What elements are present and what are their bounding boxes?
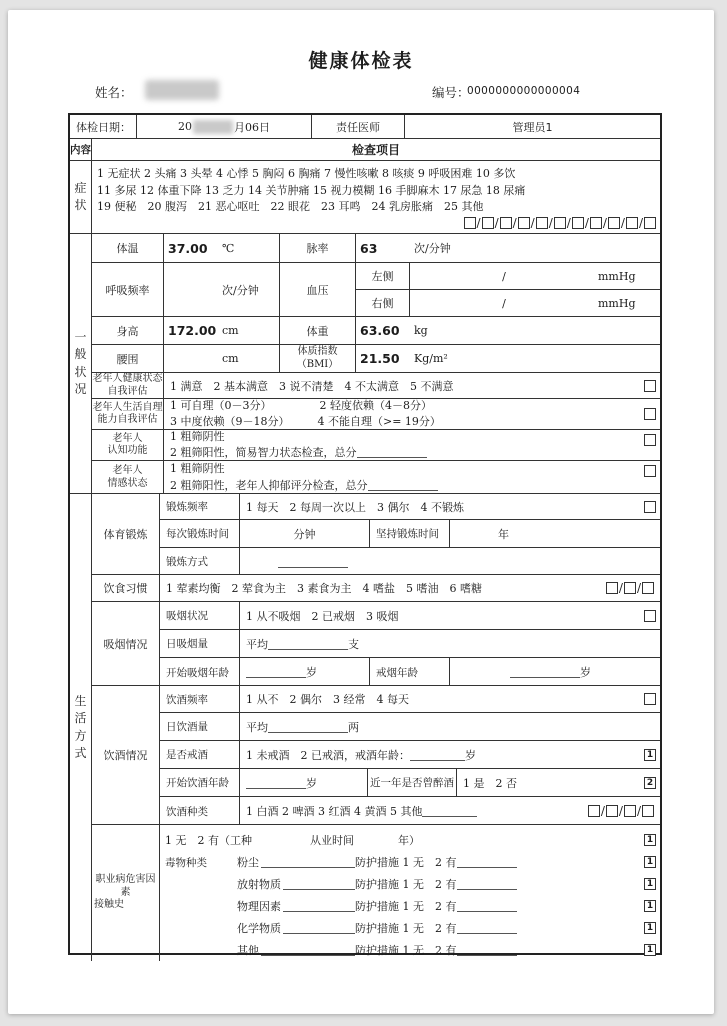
bp-left-unit: mmHg xyxy=(598,269,636,283)
checkbox[interactable] xyxy=(572,217,584,229)
exercise-mode-label: 锻炼方式 xyxy=(160,548,240,575)
drink-start-cell: 岁 xyxy=(240,769,368,796)
resp-unit: 次/分钟 xyxy=(222,283,259,297)
protection-field[interactable] xyxy=(457,922,517,934)
elder-health-label: 老年人健康状态 自我评估 xyxy=(92,373,163,397)
protection-field[interactable] xyxy=(457,878,517,890)
exercise-duration-label: 每次锻炼时间 xyxy=(160,520,240,547)
occupational-rows xyxy=(92,825,660,961)
checkbox[interactable] xyxy=(590,217,602,229)
elder-health-options: 1 满意 2 基本满意 3 说不清楚 4 不太满意 5 不满意 xyxy=(170,379,454,393)
checkbox[interactable] xyxy=(642,805,654,817)
checkbox[interactable] xyxy=(624,805,636,817)
smoke-amount-cell: 平均 支 xyxy=(246,637,359,651)
checkbox[interactable] xyxy=(644,217,656,229)
drunk-label: 近一年是否曾醉酒 xyxy=(368,769,457,796)
symptoms-line3: 19 便秘 20 腹泻 21 恶心呕吐 22 眼花 23 耳鸣 24 乳房胀痛 25 其他 xyxy=(97,200,484,214)
date-redacted xyxy=(193,120,233,134)
pulse-unit: 次/分钟 xyxy=(414,242,451,255)
bp-label: 血压 xyxy=(280,263,356,316)
pulse-cell xyxy=(356,234,660,262)
table-header-row xyxy=(70,139,660,161)
smoke-status-label: 吸烟状况 xyxy=(160,602,240,629)
weight-value: 63.60 xyxy=(360,323,400,338)
toxin-checkbox[interactable]: 1 xyxy=(644,922,656,934)
waist-unit: cm xyxy=(222,352,239,365)
toxin-label: 毒物种类 xyxy=(165,856,207,869)
checkbox[interactable] xyxy=(482,217,494,229)
checkbox[interactable] xyxy=(536,217,548,229)
waist-label: 腰围 xyxy=(92,345,164,372)
toxin-row: 放射物质 防护措施 1 无 2 有 1 xyxy=(160,873,660,895)
exercise-mode-field[interactable] xyxy=(278,556,348,568)
bp-left-value[interactable]: / xyxy=(502,269,506,283)
doctor-label: 责任医师 xyxy=(312,115,405,138)
general-section xyxy=(70,234,660,494)
cognition-label: 老年人 认知功能 xyxy=(92,430,164,460)
items-header: 检查项目 xyxy=(351,143,400,157)
drink-freq-cell: 1 从不 2 偶尔 3 经常 4 每天 xyxy=(240,686,660,712)
resp-cell xyxy=(164,263,280,316)
pulse-value: 63 xyxy=(360,240,378,256)
smoke-start-label: 开始吸烟年龄 xyxy=(160,658,240,686)
toxin-row: 毒物种类 粉尘 防护措施 1 无 2 有 1 xyxy=(160,851,660,873)
bp-left-label: 左侧 xyxy=(356,263,410,289)
height-unit: cm xyxy=(222,324,239,337)
toxin-name-field[interactable] xyxy=(283,922,355,934)
drink-quit-cell: 1 未戒酒 2 已戒酒，戒酒年龄： 岁 1 xyxy=(240,741,660,768)
checkbox[interactable] xyxy=(608,217,620,229)
toxin-name-field[interactable] xyxy=(283,878,355,890)
identity-row xyxy=(8,82,714,102)
height-cell xyxy=(164,317,280,344)
checkbox[interactable] xyxy=(624,582,636,594)
cognition-cell xyxy=(164,430,660,460)
weight-unit: kg xyxy=(414,324,428,337)
emotion-checkbox[interactable] xyxy=(644,465,656,477)
symptoms-line2: 11 多尿 12 体重下降 13 乏力 14 关节肿痛 15 视力模糊 16 手脚麻木 17 尿急 18 尿痛 xyxy=(97,183,526,197)
occupational-label: 职业病危害因素 接触史 xyxy=(92,825,160,961)
page-title: 健康体检表 xyxy=(308,50,414,72)
date-doctor-row xyxy=(70,115,660,139)
drink-quit-label: 是否戒酒 xyxy=(160,741,240,768)
drink-type-checkboxes: / / / xyxy=(587,804,658,818)
drink-amount-cell: 平均 两 xyxy=(246,720,359,734)
weight-label: 体重 xyxy=(280,317,356,344)
drinking-label: 饮酒情况 xyxy=(92,686,160,824)
drink-quit-checkbox[interactable]: 1 xyxy=(644,749,656,761)
drunk-cell: 1 是 2 否 2 xyxy=(457,769,660,796)
lifestyle-section-label: 生活方式 xyxy=(70,494,92,961)
weight-cell xyxy=(356,317,660,344)
drink-quit-age-field[interactable] xyxy=(410,749,465,761)
drunk-checkbox[interactable]: 2 xyxy=(644,777,656,789)
symptoms-checkboxes: / / / / / / / / / / xyxy=(92,216,660,230)
diet-label: 饮食习惯 xyxy=(92,575,160,601)
drink-type-other-field[interactable] xyxy=(422,805,477,817)
protection-field[interactable] xyxy=(457,944,517,956)
smoke-amount-field[interactable] xyxy=(268,638,348,650)
smoking-rows xyxy=(92,602,660,686)
drink-start-field[interactable] xyxy=(246,777,306,789)
symptoms-section-label: 症状 xyxy=(70,161,92,233)
height-value: 172.00 xyxy=(168,323,217,338)
drink-type-cell: 1 白酒 2 啤酒 3 红酒 4 黄酒 5 其他 / / / xyxy=(240,797,660,825)
bp-right-label: 右侧 xyxy=(356,290,410,316)
resp-label: 呼吸频率 xyxy=(92,263,164,316)
bp-left-cell xyxy=(410,263,660,289)
cognition-checkbox[interactable] xyxy=(644,434,656,446)
drinking-rows xyxy=(92,686,660,825)
code-label: 编号： xyxy=(432,85,470,100)
bmi-label: 体质指数 （BMI） xyxy=(280,345,356,372)
pulse-label: 脉率 xyxy=(280,234,356,262)
drink-start-label: 开始饮酒年龄 xyxy=(160,769,240,796)
temp-unit: ℃ xyxy=(222,241,235,255)
height-label: 身高 xyxy=(92,317,164,344)
protection-field[interactable] xyxy=(457,856,517,868)
exercise-duration-cell[interactable]: 分钟 xyxy=(240,520,370,547)
checkbox[interactable] xyxy=(500,217,512,229)
checkbox[interactable] xyxy=(464,217,476,229)
smoke-quit-label: 戒烟年龄 xyxy=(370,658,450,686)
selfcare-label: 老年人生活自理 能力自我评估 xyxy=(92,399,164,429)
diet-cell: 1 荤素均衡 2 荤食为主 3 素食为主 4 嗜盐 5 嗜油 6 嗜糖 / / xyxy=(160,575,660,601)
emotion-label: 老年人 情感状态 xyxy=(92,461,164,494)
exam-date-value: 20 月06日 xyxy=(137,115,312,138)
toxin-checkbox[interactable]: 1 xyxy=(644,944,656,956)
toxin-row: 其他 防护措施 1 无 2 有 1 xyxy=(160,939,660,961)
exercise-persist-label: 坚持锻炼时间 xyxy=(370,520,450,547)
name-label: 姓名： xyxy=(95,85,133,100)
toxin-name-field[interactable] xyxy=(283,900,355,912)
occupational-content xyxy=(160,825,660,961)
toxin-checkbox[interactable]: 1 xyxy=(644,856,656,868)
smoke-amount-label: 日吸烟量 xyxy=(160,630,240,657)
toxin-checkbox[interactable]: 1 xyxy=(644,878,656,890)
smoke-quit-field[interactable] xyxy=(510,666,580,678)
protection-field[interactable] xyxy=(457,900,517,912)
code-value: 0000000000000004 xyxy=(467,85,581,97)
waist-cell xyxy=(164,345,280,372)
cognition-options: 1 粗筛阴性 2 粗筛阳性，简易智力状态检查，总分 xyxy=(170,430,643,460)
checkbox[interactable] xyxy=(606,582,618,594)
exam-table xyxy=(68,113,662,955)
temp-label: 体温 xyxy=(92,234,164,262)
exercise-freq-label: 锻炼频率 xyxy=(160,494,240,519)
bp-right-value[interactable]: / xyxy=(502,296,506,310)
lifestyle-section xyxy=(70,494,660,961)
general-section-label: 一般状况 xyxy=(70,234,92,493)
checkbox[interactable] xyxy=(554,217,566,229)
diet-row xyxy=(92,575,660,602)
smoke-start-field[interactable] xyxy=(246,666,306,678)
smoke-status-checkbox[interactable] xyxy=(644,610,656,622)
toxin-row: 物理因素 防护措施 1 无 2 有 1 xyxy=(160,895,660,917)
bp-right-cell xyxy=(410,290,660,316)
symptoms-line1: 1 无症状 2 头痛 3 头晕 4 心悸 5 胸闷 6 胸痛 7 慢性咳嗽 8 咳痰 9 呼吸困难 10 多饮 xyxy=(97,167,516,181)
selfcare-cell xyxy=(164,399,660,429)
elder-health-cell xyxy=(164,373,660,398)
elder-health-checkbox[interactable] xyxy=(644,380,656,392)
bmi-cell xyxy=(356,345,660,372)
exercise-label: 体育锻炼 xyxy=(92,494,160,574)
bmi-value: 21.50 xyxy=(360,351,400,366)
content-header: 内容 xyxy=(70,139,92,160)
checkbox[interactable] xyxy=(588,805,600,817)
emotion-score-field[interactable] xyxy=(368,479,438,491)
drink-amount-field[interactable] xyxy=(268,721,348,733)
form-page xyxy=(8,10,714,1014)
drink-type-label: 饮酒种类 xyxy=(160,797,240,825)
doctor-value: 管理员1 xyxy=(512,120,553,134)
toxin-name-field[interactable] xyxy=(261,856,355,868)
cognition-score-field[interactable] xyxy=(357,446,427,458)
drink-freq-label: 饮酒频率 xyxy=(160,686,240,712)
temp-value: 37.00 xyxy=(168,240,208,256)
toxin-name-field[interactable] xyxy=(261,944,355,956)
toxin-checkbox[interactable]: 1 xyxy=(644,900,656,912)
emotion-options: 1 粗筛阴性 2 粗筛阳性，老年人抑郁评分检查，总分 xyxy=(170,461,643,494)
name-value-redacted xyxy=(145,80,219,100)
exam-date-label: 体检日期： xyxy=(70,115,137,138)
occupational-intro-checkbox[interactable]: 1 xyxy=(644,834,656,846)
emotion-cell xyxy=(164,461,660,494)
bmi-unit: Kg/m² xyxy=(414,352,448,365)
checkbox[interactable] xyxy=(606,805,618,817)
checkbox[interactable] xyxy=(518,217,530,229)
exercise-freq-cell: 1 每天 2 每周一次以上 3 偶尔 4 不锻炼 xyxy=(240,494,660,519)
exercise-freq-checkbox[interactable] xyxy=(644,501,656,513)
smoke-status-cell: 1 从不吸烟 2 已戒烟 3 吸烟 xyxy=(240,602,660,629)
selfcare-options: 1 可自理（0－3分） 2 轻度依赖（4－8分） 3 中度依赖（9－18分） 4 不能自理（>= 19分） xyxy=(170,399,441,428)
symptoms-content xyxy=(92,161,660,233)
diet-checkboxes: / / xyxy=(605,581,658,595)
exercise-rows xyxy=(92,494,660,575)
drink-freq-checkbox[interactable] xyxy=(644,693,656,705)
bp-right-unit: mmHg xyxy=(598,296,636,310)
smoking-label: 吸烟情况 xyxy=(92,602,160,685)
occupational-intro: 1 无 2 有（工种 从业时间 年） 1 xyxy=(160,829,660,851)
temp-cell xyxy=(164,234,280,262)
drink-amount-label: 日饮酒量 xyxy=(160,713,240,740)
checkbox[interactable] xyxy=(642,582,654,594)
smoke-start-cell: 岁 xyxy=(240,658,370,686)
smoke-quit-cell: 岁 xyxy=(450,658,660,686)
selfcare-checkbox[interactable] xyxy=(644,408,656,420)
toxin-row: 化学物质 防护措施 1 无 2 有 1 xyxy=(160,917,660,939)
exercise-persist-cell[interactable]: 年 xyxy=(498,527,509,541)
checkbox[interactable] xyxy=(626,217,638,229)
exercise-mode-cell xyxy=(240,548,660,575)
symptoms-section xyxy=(70,161,660,234)
